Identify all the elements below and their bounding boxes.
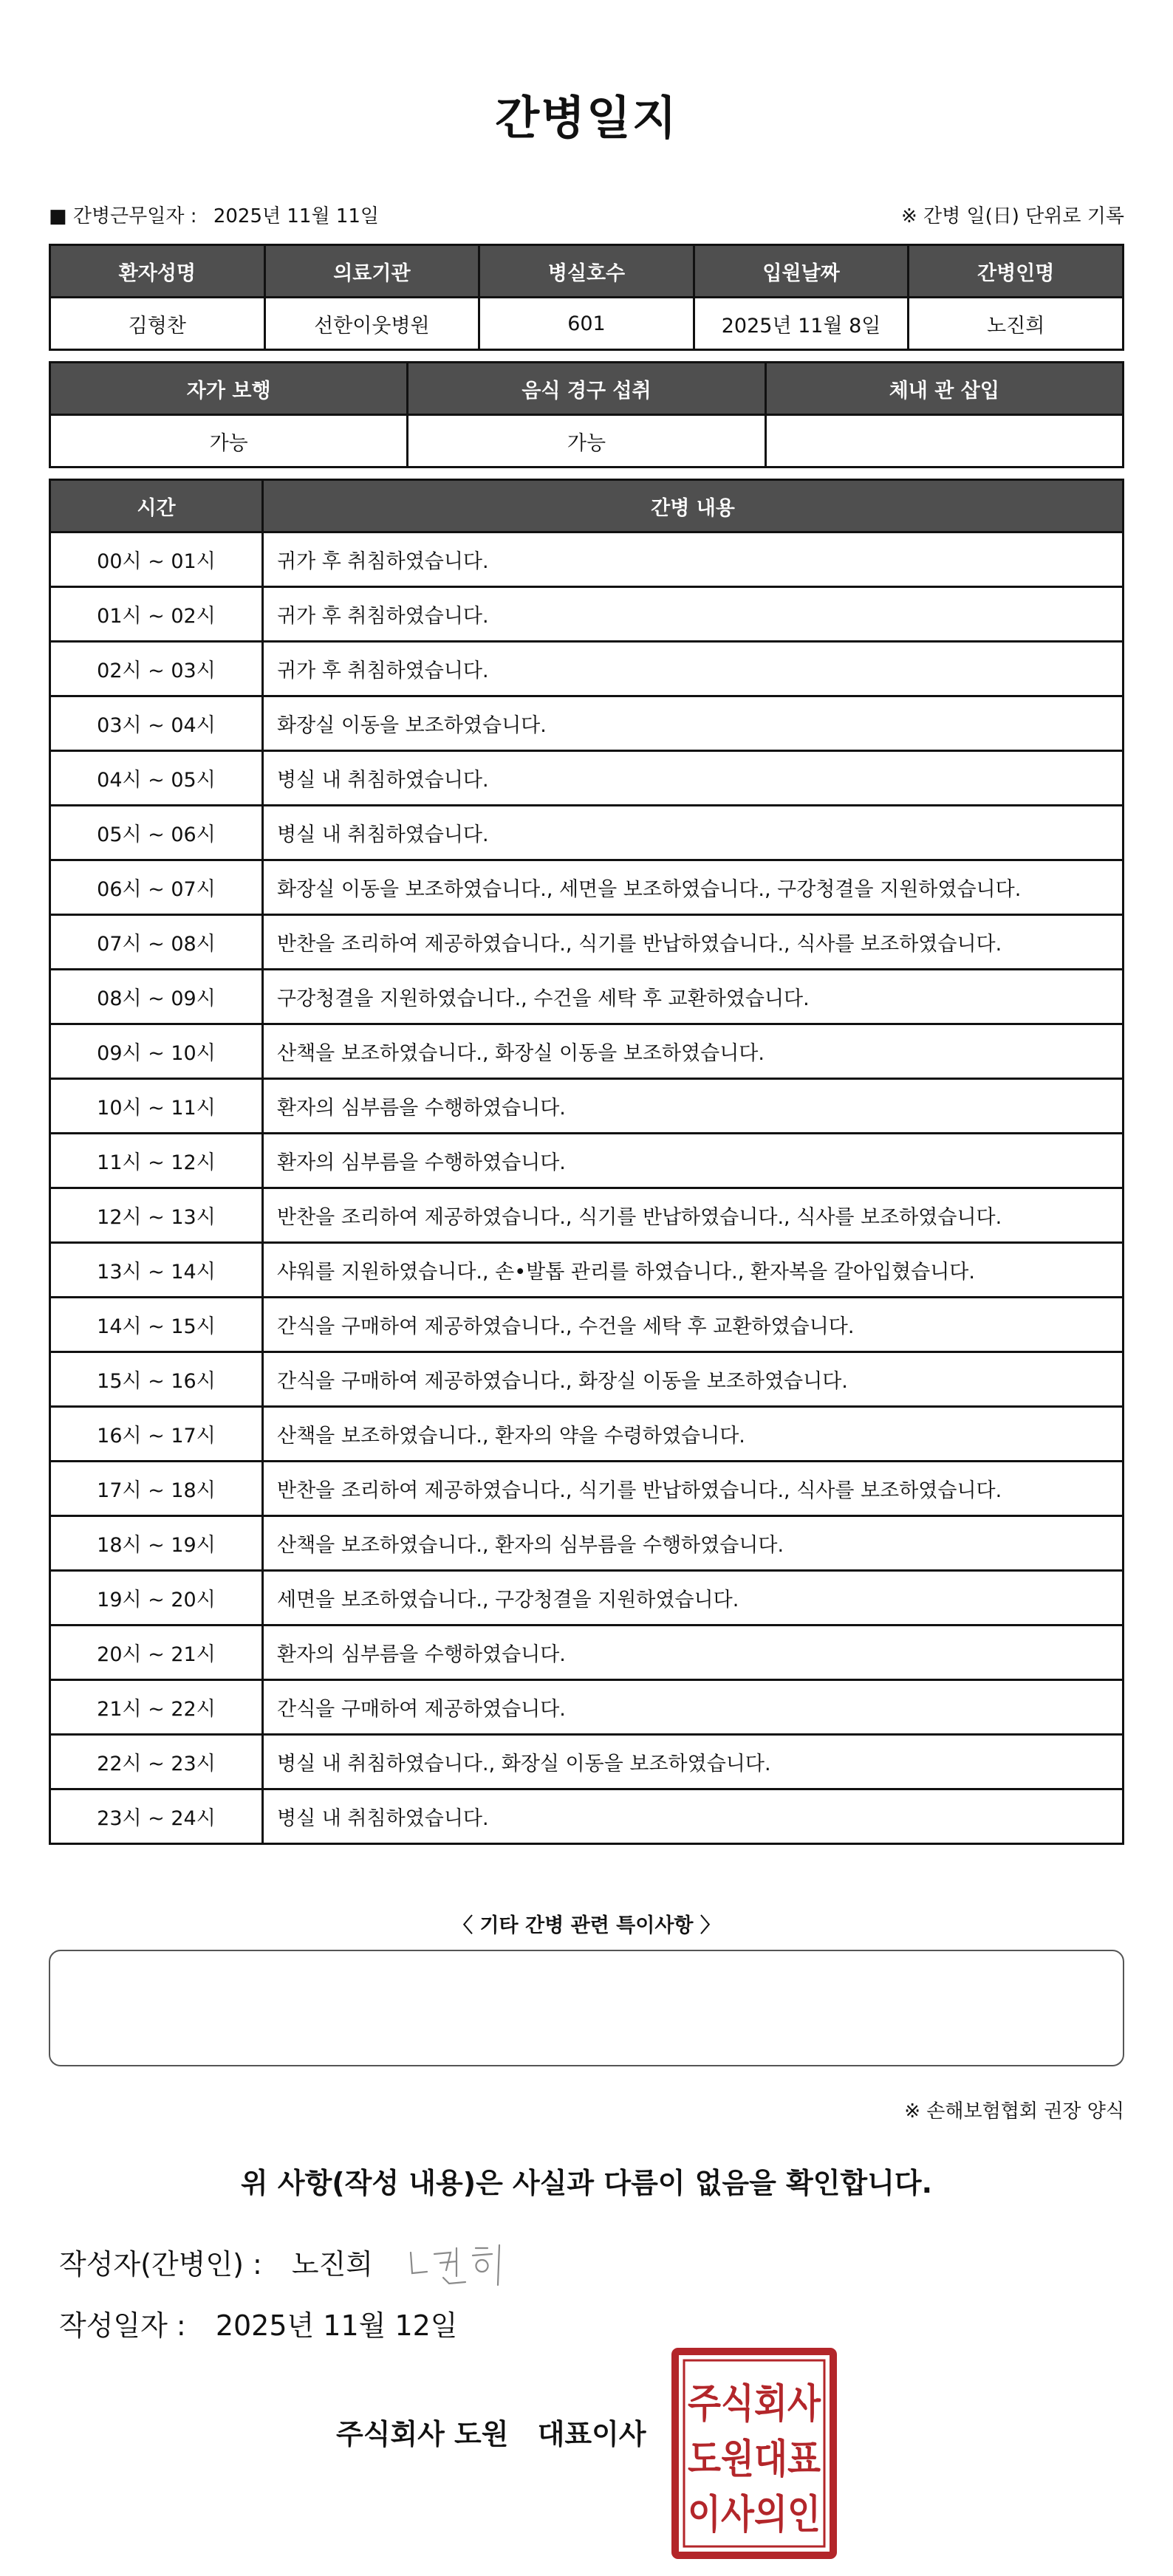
log-content: 환자의 심부름을 수행하였습니다. <box>263 1626 1124 1680</box>
log-time: 05시 ~ 06시 <box>50 806 263 860</box>
log-time: 10시 ~ 11시 <box>50 1079 263 1134</box>
log-content: 산책을 보조하였습니다., 환자의 심부름을 수행하였습니다. <box>263 1516 1124 1571</box>
writer-line <box>59 2241 373 2282</box>
writer-name: 노진희 <box>291 2248 373 2281</box>
table-row <box>50 1352 1124 1407</box>
care-date <box>49 201 379 228</box>
representative-title: 대표이사 <box>537 2418 646 2450</box>
table-header-row <box>50 245 1124 298</box>
room-number: 601 <box>479 298 694 350</box>
table-row <box>50 1134 1124 1188</box>
caregiver-name: 노진희 <box>909 298 1124 350</box>
log-content: 샤워를 지원하였습니다., 손•발톱 관리를 하였습니다., 환자복을 갈아입혔습니다. <box>263 1243 1124 1298</box>
table-row <box>50 1188 1124 1243</box>
header-room-number: 병실호수 <box>479 245 694 298</box>
log-content: 병실 내 취침하였습니다. <box>263 1789 1124 1844</box>
table-row <box>50 915 1124 970</box>
log-content: 산책을 보조하였습니다., 화장실 이동을 보조하였습니다. <box>263 1024 1124 1079</box>
table-row <box>50 1243 1124 1298</box>
header-time: 시간 <box>50 480 263 532</box>
log-time: 13시 ~ 14시 <box>50 1243 263 1298</box>
written-date-value: 2025년 11월 12일 <box>215 2309 458 2342</box>
signature-image <box>405 2238 523 2289</box>
log-content: 화장실 이동을 보조하였습니다. <box>263 696 1124 751</box>
log-time: 18시 ~ 19시 <box>50 1516 263 1571</box>
log-time: 11시 ~ 12시 <box>50 1134 263 1188</box>
oral-intake-status: 가능 <box>408 415 765 467</box>
log-content: 병실 내 취침하였습니다. <box>263 806 1124 860</box>
table-row <box>50 532 1124 587</box>
log-time: 20시 ~ 21시 <box>50 1626 263 1680</box>
table-row <box>50 1462 1124 1516</box>
writer-label: 작성자(간병인) : <box>59 2248 262 2281</box>
log-content: 귀가 후 취침하였습니다. <box>263 642 1124 696</box>
company-line <box>336 2411 646 2452</box>
table-row <box>50 642 1124 696</box>
header-admission-date: 입원날짜 <box>694 245 909 298</box>
header-caregiver-name: 간병인명 <box>909 245 1124 298</box>
page-title: 간병일지 <box>495 91 678 145</box>
patient-info-table <box>49 244 1124 351</box>
log-content: 구강청결을 지원하였습니다., 수건을 세탁 후 교환하였습니다. <box>263 970 1124 1024</box>
log-time: 14시 ~ 15시 <box>50 1298 263 1352</box>
table-row <box>50 1680 1124 1735</box>
header-care-content: 간병 내용 <box>263 480 1124 532</box>
log-time: 04시 ~ 05시 <box>50 751 263 806</box>
log-time: 06시 ~ 07시 <box>50 860 263 915</box>
notes-box <box>49 1950 1124 2066</box>
care-log-body <box>50 532 1124 1844</box>
care-log-table <box>49 479 1124 1845</box>
table-row <box>50 1079 1124 1134</box>
svg-text:도원대표: 도원대표 <box>688 2436 821 2482</box>
header-patient-name: 환자성명 <box>50 245 265 298</box>
notes-text <box>50 1951 1123 1975</box>
notes-title: 〈 기타 간병 관련 특이사항 〉 <box>453 1914 720 1937</box>
log-time: 08시 ~ 09시 <box>50 970 263 1024</box>
company-name: 주식회사 도원 <box>336 2418 509 2450</box>
log-time: 15시 ~ 16시 <box>50 1352 263 1407</box>
table-row <box>50 751 1124 806</box>
table-row <box>50 1789 1124 1844</box>
log-content: 환자의 심부름을 수행하였습니다. <box>263 1134 1124 1188</box>
log-time: 23시 ~ 24시 <box>50 1789 263 1844</box>
log-content: 반찬을 조리하여 제공하였습니다., 식기를 반납하였습니다., 식사를 보조하였습니다. <box>263 1188 1124 1243</box>
log-time: 01시 ~ 02시 <box>50 587 263 642</box>
log-content: 귀가 후 취침하였습니다. <box>263 532 1124 587</box>
table-row <box>50 1024 1124 1079</box>
log-content: 간식을 구매하여 제공하였습니다., 수건을 세탁 후 교환하였습니다. <box>263 1298 1124 1352</box>
log-time: 21시 ~ 22시 <box>50 1680 263 1735</box>
company-seal-stamp <box>671 2347 838 2560</box>
written-date-line <box>59 2303 458 2343</box>
table-row <box>50 1298 1124 1352</box>
header-hospital: 의료기관 <box>264 245 479 298</box>
admission-date: 2025년 11월 8일 <box>694 298 909 350</box>
log-time: 00시 ~ 01시 <box>50 532 263 587</box>
log-time: 07시 ~ 08시 <box>50 915 263 970</box>
log-content: 산책을 보조하였습니다., 환자의 약을 수령하였습니다. <box>263 1407 1124 1462</box>
confirmation-statement: 위 사항(작성 내용)은 사실과 다름이 없음을 확인합니다. <box>240 2167 933 2199</box>
table-row <box>50 298 1124 350</box>
header-walking: 자가 보행 <box>50 363 408 415</box>
log-time: 22시 ~ 23시 <box>50 1735 263 1789</box>
walking-status: 가능 <box>50 415 408 467</box>
table-row <box>50 860 1124 915</box>
log-content: 환자의 심부름을 수행하였습니다. <box>263 1079 1124 1134</box>
care-date-value: 2025년 11월 11일 <box>213 205 380 227</box>
written-date-label: 작성일자 : <box>59 2309 186 2342</box>
log-content: 병실 내 취침하였습니다., 화장실 이동을 보조하였습니다. <box>263 1735 1124 1789</box>
log-time: 17시 ~ 18시 <box>50 1462 263 1516</box>
log-time: 02시 ~ 03시 <box>50 642 263 696</box>
table-row <box>50 1626 1124 1680</box>
log-time: 03시 ~ 04시 <box>50 696 263 751</box>
table-row <box>50 970 1124 1024</box>
tube-insertion-status <box>765 415 1123 467</box>
table-row <box>50 696 1124 751</box>
log-content: 반찬을 조리하여 제공하였습니다., 식기를 반납하였습니다., 식사를 보조하였습니다. <box>263 1462 1124 1516</box>
log-content: 반찬을 조리하여 제공하였습니다., 식기를 반납하였습니다., 식사를 보조하였습니다. <box>263 915 1124 970</box>
table-row <box>50 587 1124 642</box>
hospital-name: 선한이웃병원 <box>264 298 479 350</box>
table-header-row <box>50 480 1124 532</box>
record-unit-note: ※ 간병 일(日) 단위로 기록 <box>900 205 1124 227</box>
log-time: 16시 ~ 17시 <box>50 1407 263 1462</box>
log-content: 화장실 이동을 보조하였습니다., 세면을 보조하였습니다., 구강청결을 지원하였습니다. <box>263 860 1124 915</box>
patient-name: 김형찬 <box>50 298 265 350</box>
table-row <box>50 1735 1124 1789</box>
table-header-row <box>50 363 1124 415</box>
svg-text:주식회사: 주식회사 <box>688 2380 821 2427</box>
table-row <box>50 415 1124 467</box>
care-date-label: ■ 간병근무일자 : <box>49 205 197 227</box>
table-row <box>50 1571 1124 1626</box>
table-row <box>50 1407 1124 1462</box>
table-row <box>50 1516 1124 1571</box>
header-oral-intake: 음식 경구 섭취 <box>408 363 765 415</box>
log-content: 간식을 구매하여 제공하였습니다. <box>263 1680 1124 1735</box>
recommend-note: ※ 손해보험협회 권장 양식 <box>904 2100 1124 2123</box>
table-row <box>50 806 1124 860</box>
log-content: 간식을 구매하여 제공하였습니다., 화장실 이동을 보조하였습니다. <box>263 1352 1124 1407</box>
log-time: 19시 ~ 20시 <box>50 1571 263 1626</box>
svg-text:이사의인: 이사의인 <box>688 2491 821 2538</box>
log-content: 병실 내 취침하였습니다. <box>263 751 1124 806</box>
log-content: 세면을 보조하였습니다., 구강청결을 지원하였습니다. <box>263 1571 1124 1626</box>
header-tube-insertion: 체내 관 삽입 <box>765 363 1123 415</box>
log-content: 귀가 후 취침하였습니다. <box>263 587 1124 642</box>
log-time: 12시 ~ 13시 <box>50 1188 263 1243</box>
log-time: 09시 ~ 10시 <box>50 1024 263 1079</box>
patient-status-table <box>49 361 1124 468</box>
